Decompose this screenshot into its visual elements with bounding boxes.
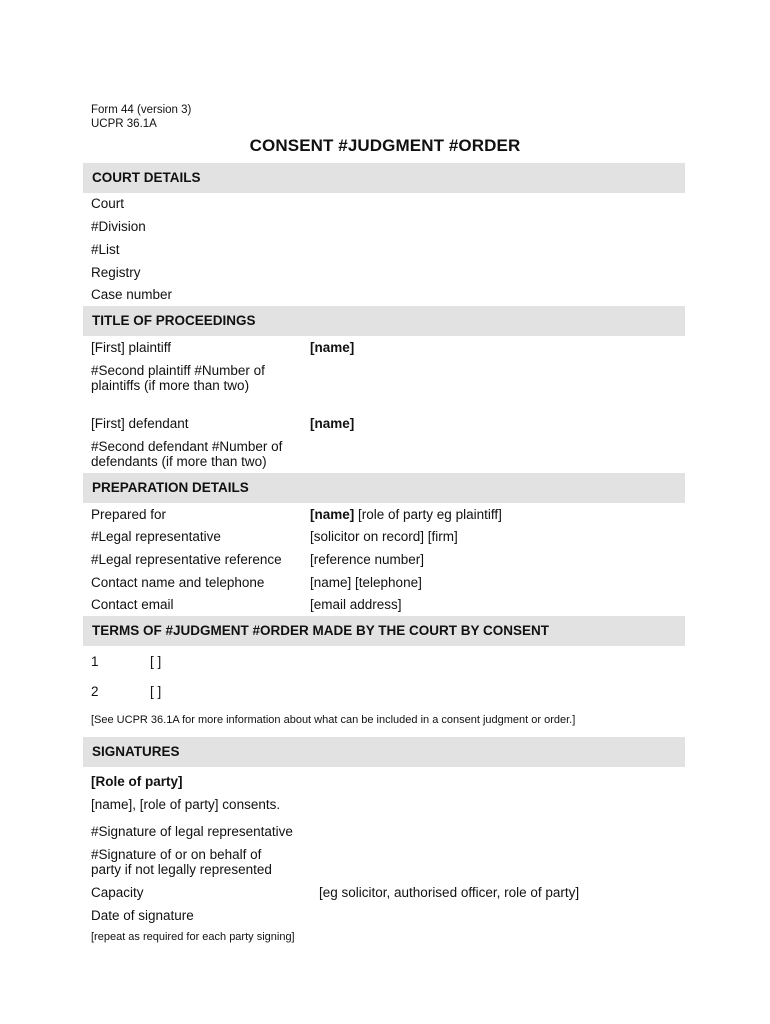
rule-reference: UCPR 36.1A [91, 118, 157, 130]
case-number-label: Case number [91, 287, 173, 302]
second-defendant-label-cont: defendants (if more than two) [91, 454, 267, 469]
first-plaintiff-label: [First] plaintiff [91, 340, 172, 355]
repeat-note: [repeat as required for each party signing] [91, 931, 295, 943]
form-number: Form 44 (version 3) [91, 104, 192, 116]
term-text: [ ] [150, 684, 162, 699]
section-signatures [83, 737, 685, 767]
first-defendant-value: [name] [310, 416, 355, 431]
legal-rep-label: #Legal representative [91, 529, 221, 544]
legal-ref-label: #Legal representative reference [91, 552, 282, 567]
section-heading: COURT DETAILS [92, 170, 201, 185]
signature-legal-rep-label: #Signature of legal representative [91, 824, 293, 839]
legal-rep-value: [solicitor on record] [firm] [310, 529, 458, 544]
prepared-for-value [310, 507, 502, 523]
second-plaintiff-label: #Second plaintiff #Number of [91, 363, 265, 378]
contact-label: Contact name and telephone [91, 575, 265, 590]
role-of-party-heading: [Role of party] [91, 774, 183, 789]
consent-statement: [name], [role of party] consents. [91, 797, 281, 812]
section-heading: SIGNATURES [92, 744, 180, 759]
section-heading: TITLE OF PROCEEDINGS [92, 313, 256, 328]
legal-ref-value: [reference number] [310, 552, 425, 567]
second-plaintiff-label-cont: plaintiffs (if more than two) [91, 378, 250, 393]
court-label: Court [91, 196, 125, 211]
term-number: 2 [91, 684, 99, 699]
section-heading: TERMS OF #JUDGMENT #ORDER MADE BY THE COURT BY CONSENT [92, 623, 550, 638]
prepared-for-role: [role of party eg plaintiff] [354, 507, 502, 522]
term-text: [ ] [150, 654, 162, 669]
registry-label: Registry [91, 265, 141, 280]
list-label: #List [91, 242, 120, 257]
section-preparation-details [83, 473, 685, 503]
capacity-value: [eg solicitor, authorised officer, role of party] [319, 885, 580, 900]
contact-value: [name] [telephone] [310, 575, 422, 590]
section-terms [83, 616, 685, 646]
page-title: CONSENT #JUDGMENT #ORDER [249, 136, 521, 155]
email-label: Contact email [91, 597, 174, 612]
signature-party-label-cont: party if not legally represented [91, 862, 272, 877]
first-plaintiff-value: [name] [310, 340, 355, 355]
prepared-for-label: Prepared for [91, 507, 167, 522]
email-value: [email address] [310, 597, 402, 612]
terms-note: [See UCPR 36.1A for more information about what can be included in a consent judgment or order.] [91, 714, 576, 726]
capacity-label: Capacity [91, 885, 144, 900]
section-court-details [83, 163, 685, 193]
prepared-for-name: [name] [310, 507, 355, 522]
second-defendant-label: #Second defendant #Number of [91, 439, 283, 454]
signature-party-label: #Signature of or on behalf of [91, 847, 262, 862]
term-number: 1 [91, 654, 99, 669]
division-label: #Division [91, 219, 146, 234]
section-heading: PREPARATION DETAILS [92, 480, 249, 495]
date-of-signature-label: Date of signature [91, 908, 194, 923]
section-title-of-proceedings [83, 306, 685, 336]
first-defendant-label: [First] defendant [91, 416, 189, 431]
